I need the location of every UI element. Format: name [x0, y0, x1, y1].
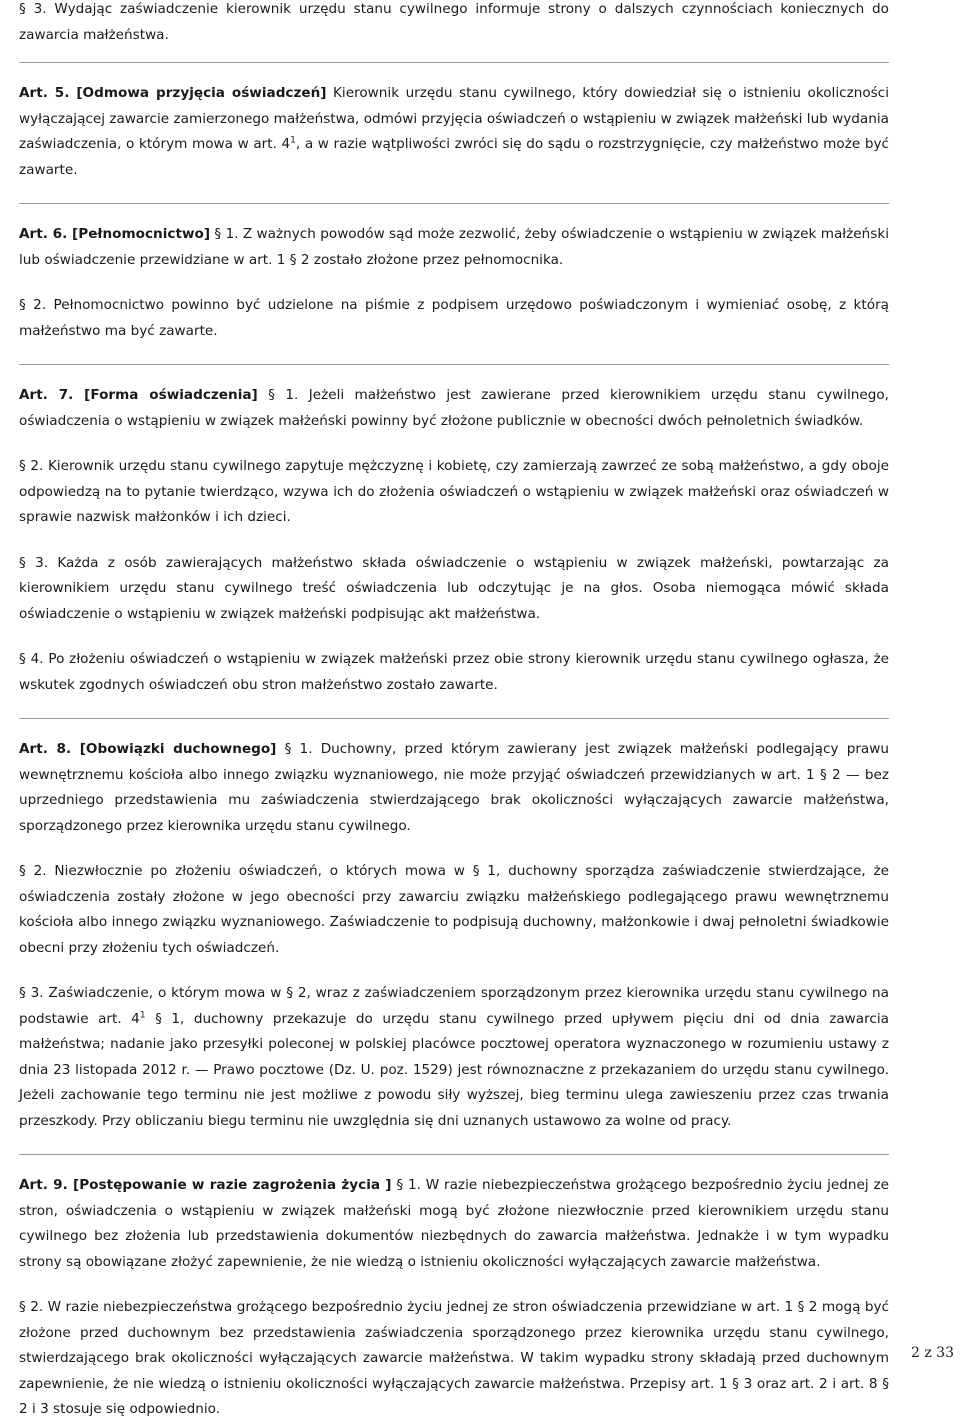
art7-heading: Art. 7. [Forma oświadczenia] [19, 387, 258, 403]
article-8 [19, 737, 889, 1134]
art4-paragraph-3: § 3. Wydając zaświadczenie kierownik urzędu stanu cywilnego informuje strony o dalszych czynnościach koniecznych do zawarcia małżeństwa. [19, 1, 889, 43]
art9-text: § 1. W razie niebezpieczeństwa grożącego bezpośrednio życiu jednej ze stron, oświadczenia o wstąpieniu w związek małżeński mogą być złożone niezwłocznie przed kierownikiem urzędu stanu cywilnego bez złożenia lub przedstawienia dokumentów niezbędnych do zawarcia małżeństwa. Jednakże i w tym wypadku strony są obowiązane złożyć zapewnienie, że nie wiedzą o istnieniu okoliczności wyłączających zawarcie małżeństwa. [19, 1177, 889, 1270]
art8-p3-text-cont: § 1, duchowny przekazuje do urzędu stanu cywilnego przed upływem pięciu dni od dnia zawarcia małżeństwa; nadanie jako przesyłki poleconej w polskiej placówce pocztowej operatora wyznaczonego w rozumieniu ustawy z dnia 23 listopada 2012 r. — Prawo pocztowe (Dz. U. poz. 1529) jest równoznaczne z przekazaniem do urzędu stanu cywilnego. Jeżeli zachowanie tego terminu nie jest możliwe z powodu siły wyższej, bieg terminu ulega zawieszeniu przez czas trwania przeszkody. Przy obliczaniu biegu terminu nie uwzględnia się dni uznanych ustawowo za wolne od pracy. [19, 1010, 889, 1129]
article-7 [19, 383, 889, 698]
art9-paragraph-1 [19, 1173, 889, 1275]
article-6 [19, 222, 889, 344]
art8-superscript: 1 [139, 1009, 146, 1020]
separator [19, 203, 889, 204]
document-body [19, 0, 889, 1423]
art7-paragraph-4: § 4. Po złożeniu oświadczeń o wstąpieniu w związek małżeński przez obie strony kierownik urzędu stanu cywilnego ogłasza, że wskutek zgodnych oświadczeń obu stron małżeństwo zostało zawarte. [19, 651, 889, 693]
art9-paragraph-2: § 2. W razie niebezpieczeństwa grożącego bezpośrednio życiu jednej ze stron oświadczenia przewidziane w art. 1 § 2 mogą być złożone przed duchownym bez przedstawienia zaświadczenia sporządzonego przez kierownika urzędu stanu cywilnego, stwierdzającego brak okoliczności wyłączających zawarcie małżeństwa. W takim wypadku strony składają przed duchownym zapewnienie, że nie wiedzą o istnieniu okoliczności wyłączających zawarcie małżeństwa. Przepisy art. 1 § 3 oraz art. 2 i art. 8 § 2 i 3 stosuje się odpowiednio. [19, 1299, 889, 1417]
art6-text: § 1. Z ważnych powodów sąd może zezwolić, żeby oświadczenie o wstąpieniu w związek małżeński lub oświadczenie przewidziane w art. 1 § 2 zostało złożone przez pełnomocnika. [19, 226, 889, 268]
separator [19, 718, 889, 719]
art7-paragraph-2: § 2. Kierownik urzędu stanu cywilnego zapytuje mężczyznę i kobietę, czy zamierzają zawrzeć ze sobą małżeństwo, a gdy oboje odpowiedzą na to pytanie twierdząco, wzywa ich do złożenia oświadczeń o wstąpieniu w związek małżeński oraz oświadczeń w sprawie nazwisk małżonków i ich dzieci. [19, 458, 889, 525]
art5-paragraph [19, 81, 889, 183]
art6-paragraph-1 [19, 222, 889, 273]
page-number: 2 z 33 [911, 1345, 954, 1361]
art5-text: Kierownik urzędu stanu cywilnego, który dowiedział się o istnieniu okoliczności wyłączającej zawarcie zamierzonego małżeństwa, odmówi przyjęcia oświadczeń o wstąpieniu w związek małżeński lub wydania zaświadczenia, o którym mowa w art. 4 [19, 85, 889, 152]
art8-heading: Art. 8. [Obowiązki duchownego] [19, 741, 277, 757]
art6-heading: Art. 6. [Pełnomocnictwo] [19, 226, 211, 242]
art8-p3-text: § 3. Zaświadczenie, o którym mowa w § 2, wraz z zaświadczeniem sporządzonym przez kierownika urzędu stanu cywilnego na podstawie art. 4 [19, 985, 889, 1027]
art8-paragraph-1 [19, 737, 889, 839]
art7-paragraph-1 [19, 383, 889, 434]
art5-text-cont: , a w razie wątpliwości zwróci się do sądu o rozstrzygnięcie, czy małżeństwo może być zawarte. [19, 136, 889, 178]
article-5 [19, 81, 889, 183]
art5-heading: Art. 5. [Odmowa przyjęcia oświadczeń] [19, 85, 327, 101]
art5-superscript: 1 [290, 135, 296, 146]
art7-text: § 1. Jeżeli małżeństwo jest zawierane przed kierownikiem urzędu stanu cywilnego, oświadczenia o wstąpieniu w związek małżeński powinny być złożone publicznie w obecności dwóch pełnoletnich świadków. [19, 387, 890, 429]
article-9 [19, 1173, 889, 1423]
art9-heading: Art. 9. [Postępowanie w razie zagrożenia życia ] [19, 1177, 392, 1193]
art8-paragraph-2: § 2. Niezwłocznie po złożeniu oświadczeń, o których mowa w § 1, duchowny sporządza zaświadczenie stwierdzające, że oświadczenia zostały złożone w jego obecności przy zawarciu związku małżeńskiego podlegającego prawu wewnętrznemu kościoła albo innego związku wyznaniowego. Zaświadczenie to podpisują duchowny, małżonkowie i dwaj pełnoletni świadkowie obecni przy złożeniu tych oświadczeń. [19, 863, 889, 956]
separator [19, 62, 889, 63]
art7-paragraph-3: § 3. Każda z osób zawierających małżeństwo składa oświadczenie o wstąpieniu w związek małżeński, powtarzając za kierownikiem urzędu stanu cywilnego treść oświadczenia lub odczytując je na głos. Osoba niemogąca mówić składa oświadczenie o wstąpieniu w związek małżeński podpisując akt małżeństwa. [19, 554, 889, 622]
art6-paragraph-2: § 2. Pełnomocnictwo powinno być udzielone na piśmie z podpisem urzędowo poświadczonym i wymieniać osobę, z którą małżeństwo ma być zawarte. [19, 297, 889, 339]
separator [19, 1154, 889, 1155]
separator [19, 364, 889, 365]
art8-paragraph-3 [19, 981, 889, 1134]
art8-text: § 1. Duchowny, przed którym zawierany jest związek małżeński podlegający prawu wewnętrznemu kościoła albo innego związku wyznaniowego, nie może przyjąć oświadczeń przewidzianych w art. 1 § 2 — bez uprzedniego przedstawienia mu zaświadczenia stwierdzającego brak okoliczności wyłączających zawarcie małżeństwa, sporządzonego przez kierownika urzędu stanu cywilnego. [19, 741, 889, 834]
